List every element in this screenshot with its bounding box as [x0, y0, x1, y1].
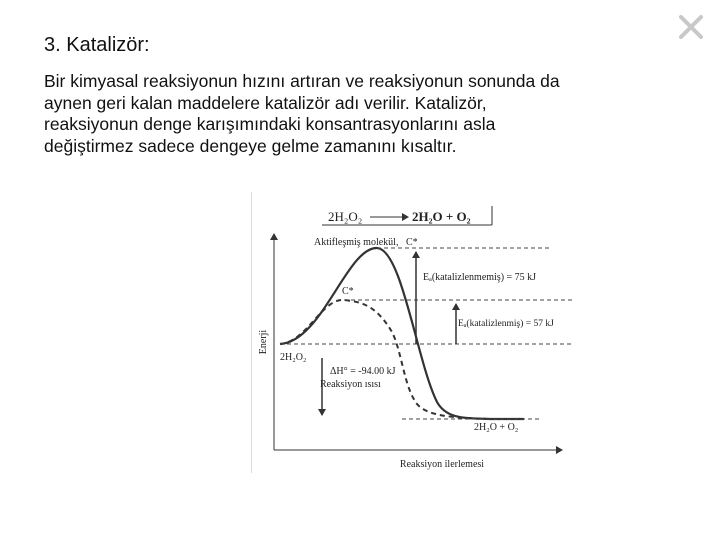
slide-body-text: Bir kimyasal reaksiyonun hızını artıran ve reaksiyonun sonunda da aynen geri kalan maddelere katalizör adı verilir. Katalizör, reaksiyonun denge karışımındaki konsantrasyonlarını asla değiştirmez sadece dengeye gelme zamanını kısaltır.	[44, 71, 560, 156]
activated-molecule-label: Aktifleşmiş molekül,	[314, 237, 399, 248]
ea-catalyzed-label: Eₐ(katalizlenmiş) = 57 kJ	[458, 319, 554, 329]
y-axis-label: Enerji	[258, 329, 269, 355]
product-label: 2H₂O + O₂	[474, 422, 519, 433]
reactant-label: 2H₂O₂	[280, 352, 307, 363]
x-axis-label: Reaksiyon ilerlemesi	[399, 459, 485, 470]
slide-title: 3. Katalizör:	[44, 34, 150, 56]
energy-diagram	[251, 192, 574, 473]
decorative-x-icon	[678, 14, 704, 40]
equation-left: 2H₂O₂	[328, 209, 363, 224]
ea-uncatalyzed-label: Eₐ(katalizlenmemiş) = 75 kJ	[423, 272, 537, 283]
catalyzed-c-label: C*	[342, 286, 354, 297]
catalyzed-curve	[280, 300, 492, 419]
dh-label: ΔH° = -94.00 kJ	[330, 366, 396, 377]
activated-c-label: C*	[406, 237, 418, 248]
heat-label: Reaksiyon ısısı	[320, 379, 381, 390]
equation-right: 2H₂O + O₂	[412, 209, 471, 224]
